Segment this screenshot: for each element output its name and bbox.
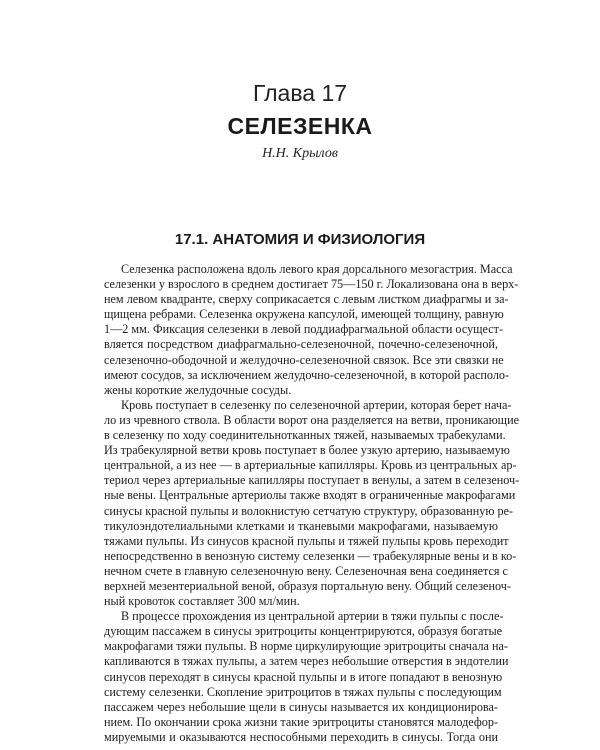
text-line: капливаются в тяжах пульпы, а затем через небольшие отверстия в эндотелии bbox=[104, 654, 509, 669]
text-line: ло из чревного ствола. В области ворот она разделяется на ветви, проникающие bbox=[104, 412, 519, 427]
text-line: ный кровоток составляет 300 мл/мин. bbox=[104, 594, 300, 609]
text-line: синусы красной пульпы и волокнистую сетчатую структуру, образованную ре- bbox=[104, 503, 514, 518]
text-line: дующим пассажем в синусы эритроциты концентрируются, образуя богатые bbox=[104, 624, 503, 639]
section-title: 17.1. АНАТОМИЯ И ФИЗИОЛОГИЯ bbox=[174, 231, 426, 248]
chapter-title: СЕЛЕЗЕНКА bbox=[227, 113, 373, 139]
chapter-label: Глава 17 bbox=[252, 80, 348, 106]
text-line: териол через артериальные капилляры поступает в венулы, а затем в селезеноч- bbox=[104, 473, 520, 488]
text-line: жены короткие желудочные сосуды. bbox=[104, 382, 292, 397]
text-line: селезенки у взрослого в среднем достигает 75—150 г. Локализована она в верх- bbox=[104, 277, 519, 292]
paragraph bbox=[104, 609, 509, 745]
text-line: нием. По окончании срока жизни такие эритроциты становятся малодефор- bbox=[104, 714, 498, 729]
text-line: Селезенка расположена вдоль левого края дорсального мезогастрия. Масса bbox=[121, 262, 513, 276]
text-line: 1—2 мм. Фиксация селезенки в левой поддиафрагмальной области осущест- bbox=[104, 322, 504, 337]
text-line: тикулоэндотелиальными клетками и тканевыми макрофагами, называемую bbox=[104, 518, 498, 533]
paragraph bbox=[104, 397, 520, 609]
text-line: мируемыми и оказываются неспособными переходить в синусы. Тогда они bbox=[104, 729, 498, 744]
text-line: Из трабекулярной ветви кровь поступает в более узкую артерию, называемую bbox=[104, 443, 510, 458]
chapter-author: Н.Н. Крылов bbox=[262, 146, 338, 161]
text-line: селезеночно-ободочной и желудочно-селезеночной связок. Все эти связки не bbox=[104, 352, 504, 367]
body-text bbox=[104, 262, 520, 745]
text-line: верхней мезентериальной веной, образуя портальную вену. Общий селезеноч- bbox=[104, 578, 511, 593]
text-line: ные вены. Центральные артериолы также входят в ограниченные макрофагами bbox=[104, 488, 516, 503]
text-line: нечном счете в главную селезеночную вену. Селезеночная вена соединяется с bbox=[104, 563, 508, 578]
text-line: имеют сосудов, за исключением желудочно-селезеночной, в которой располо- bbox=[104, 367, 510, 382]
text-line: нем левом квадранте, сверху соприкасается с левым листком диафрагмы и за- bbox=[104, 292, 509, 307]
text-line: вляется посредством диафрагмально-селезеночной, почечно-селезеночной, bbox=[104, 337, 498, 352]
text-line: Кровь поступает в селезенку по селезеночной артерии, которая берет нача- bbox=[121, 397, 512, 412]
text-line: синусов переходят в синусы красной пульпы и в итоге попадают в венозную bbox=[104, 669, 503, 684]
text-line: макрофагами тяжи пульпы. В норме циркулирующие эритроциты сначала на- bbox=[104, 639, 508, 654]
paragraph bbox=[104, 262, 519, 398]
text-line: щищена ребрами. Селезенка окружена капсулой, имеющей толщину, равную bbox=[104, 307, 504, 322]
text-line: В процессе прохождения из центральной артерии в тяжи пульпы с после- bbox=[121, 609, 504, 624]
text-line: тяжами пульпы. Из синусов красной пульпы и тяжей пульпы кровь переходит bbox=[104, 533, 509, 548]
text-line: пассажем через небольшие щели в синусы называется их кондиционирова- bbox=[104, 699, 498, 714]
text-line: систему селезенки. Скопление эритроцитов в тяжах пульпы с последующим bbox=[104, 684, 502, 699]
text-line: непосредственно в венозную систему селезенки — трабекулярные вены и в ко- bbox=[104, 548, 517, 563]
text-line: центральной, а из нее — в артериальные капилляры. Кровь из центральных ар- bbox=[104, 458, 517, 473]
text-line: в селезенку по ходу соединительнотканных тяжей, называемых трабекулами. bbox=[104, 428, 506, 443]
